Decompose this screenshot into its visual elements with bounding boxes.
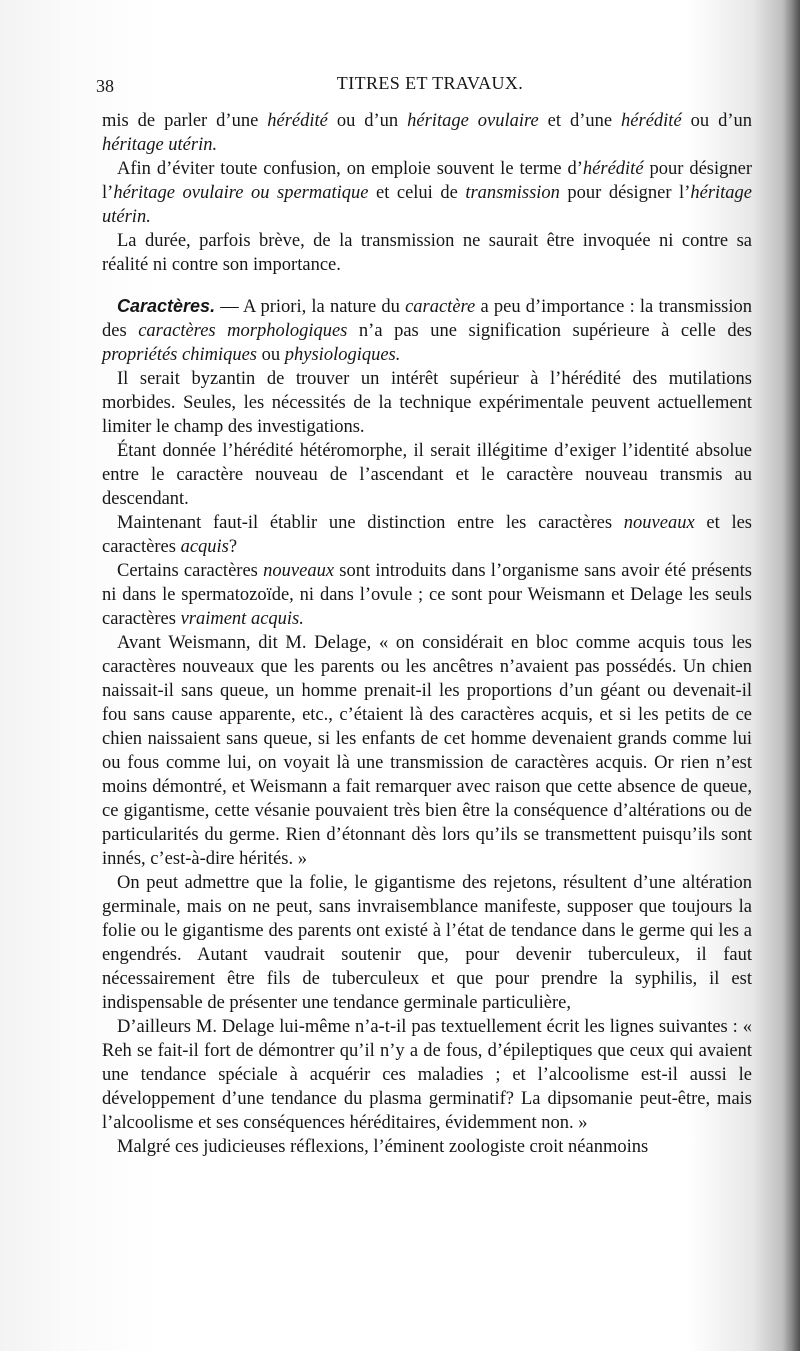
text-run: et d’une xyxy=(538,111,622,131)
text-run: ou xyxy=(257,345,285,365)
italic-text: héritage utérin. xyxy=(102,135,218,155)
italic-text: physiologiques. xyxy=(284,345,401,365)
text-run: et celui de xyxy=(368,183,466,203)
paragraph xyxy=(102,109,752,157)
text-run: D’ailleurs M. Delage lui-même n’a-t-il pas textuellement écrit les lignes suivantes : « Reh se fait-il fort de démontrer qu’il n’y a de fous, d’épileptiques que ceux qui avaient une tendance spéciale à acquérir ces maladies ; et l’alcoolisme est-il aussi le développement d’une tendance du plasma germinatif? La dipsomanie peut-être, mais l’alcoolisme et ses conséquences héréditaires, évidemment non. » xyxy=(102,1017,752,1133)
text-run: On peut admettre que la folie, le gigantisme des rejetons, résultent d’une altération germinale, mais on ne peut, sans invraisemblance manifeste, supposer que toujours la folie ou le gigantisme des parents ont existé à l’état de tendance dans le germe qui les a engendrés. Autant vaudrait soutenir que, pour devenir tuberculeux, il faut nécessairement être fils de tuberculeux et que pour prendre la syphilis, il est indispensable de présenter une tendance germinale particulière, xyxy=(102,873,752,1013)
paragraph xyxy=(102,871,752,1015)
paragraph xyxy=(102,1135,752,1159)
text-run: a peu d’importance : la transmission des xyxy=(102,297,752,341)
italic-text: héritage ovulaire xyxy=(407,111,539,131)
text-run: n’a pas une signification supérieure à celle des xyxy=(347,321,752,341)
paragraph xyxy=(102,229,752,277)
text-run: Afin d’éviter toute confusion, on emploie souvent le terme d’ xyxy=(117,159,583,179)
text-run: Certains caractères xyxy=(117,561,264,581)
italic-text: hérédité xyxy=(267,111,328,131)
paragraph xyxy=(102,1015,752,1135)
paragraph xyxy=(102,511,752,559)
italic-text: nouveaux xyxy=(623,513,695,533)
italic-text: caractères morphologiques xyxy=(138,321,348,341)
italic-text: acquis xyxy=(180,537,229,557)
paragraph xyxy=(102,157,752,229)
italic-text: nouveaux xyxy=(263,561,335,581)
paragraph xyxy=(102,631,752,871)
text-run: La durée, parfois brève, de la transmission ne saurait être invoquée ni contre sa réalité ni contre son importance. xyxy=(102,231,752,275)
text-run: sont introduits dans l’organisme sans avoir été présents ni dans le spermatozoïde, ni dans l’ovule ; ce sont pour Weismann et Delage les seuls caractères xyxy=(102,561,752,629)
italic-text: propriétés chimiques xyxy=(102,345,258,365)
italic-text: vraiment acquis. xyxy=(180,609,304,629)
italic-text: caractère xyxy=(405,297,476,317)
paragraph xyxy=(102,367,752,439)
section-heading: Caractères. xyxy=(117,296,216,316)
italic-text: hérédité xyxy=(582,159,644,179)
italic-text: transmission xyxy=(465,183,560,203)
italic-text: héritage ovulaire ou spermatique xyxy=(113,183,369,203)
text-run: Avant Weismann, dit M. Delage, « on considérait en bloc comme acquis tous les caractères nouveaux que les parents ou les ancêtres n’avaient pas possédés. Un chien naissait-il sans queue, un homme prenait-il les proportions d’un géant ou devenait-il fou sans cause apparente, etc., c’étaient là des caractères acquis, et si les petits de ce chien naissaient sans queue, si les enfants de cet homme devenaient grands comme lui ou fous comme lui, on voyait là une transmission de caractères acquis. Or rien n’est moins démontré, et Weismann a fait remarquer avec raison que cette absence de queue, ce gigantisme, cette vésanie pouvaient très bien être la conséquence d’altérations ou de particularités du germe. Rien d’étonnant dès lors qu’ils se transmettent puisqu’ils sont innés, c’est-à-dire hérités. » xyxy=(102,633,752,869)
italic-text: hérédité xyxy=(621,111,682,131)
running-title: TITRES ET TRAVAUX. xyxy=(336,73,524,93)
text-run: pour désigner l’ xyxy=(102,159,752,203)
body-text xyxy=(102,109,752,1159)
paragraph-section-caracteres xyxy=(102,294,752,367)
italic-text: héritage utérin. xyxy=(102,183,753,227)
text-run: et les caractères xyxy=(102,513,753,557)
text-run: ou d’un xyxy=(681,111,752,131)
text-run: Étant donnée l’hérédité hétéromorphe, il serait illégitime d’exiger l’identité absolue entre le caractère nouveau de l’ascendant et le caractère nouveau transmis au descendant. xyxy=(102,441,752,509)
text-run: Maintenant faut-il établir une distinction entre les caractères xyxy=(117,513,624,533)
page-edge-shadow xyxy=(782,0,800,1351)
text-run: pour désigner l’ xyxy=(559,183,691,203)
page-number: 38 xyxy=(96,76,114,96)
text-run: ou d’un xyxy=(327,111,408,131)
paragraph xyxy=(102,559,752,631)
text-run: Il serait byzantin de trouver un intérêt supérieur à l’hérédité des mutilations morbides. Seules, les nécessités de la technique expérimentale peuvent actuellement limiter le champ des investigations. xyxy=(102,369,752,437)
text-run: ? xyxy=(228,537,238,557)
text-run: Malgré ces judicieuses réflexions, l’éminent zoologiste croit néanmoins xyxy=(117,1137,649,1157)
text-run: — A priori, la nature du xyxy=(215,297,406,317)
paragraph xyxy=(102,439,752,511)
text-run: mis de parler d’une xyxy=(102,111,268,131)
